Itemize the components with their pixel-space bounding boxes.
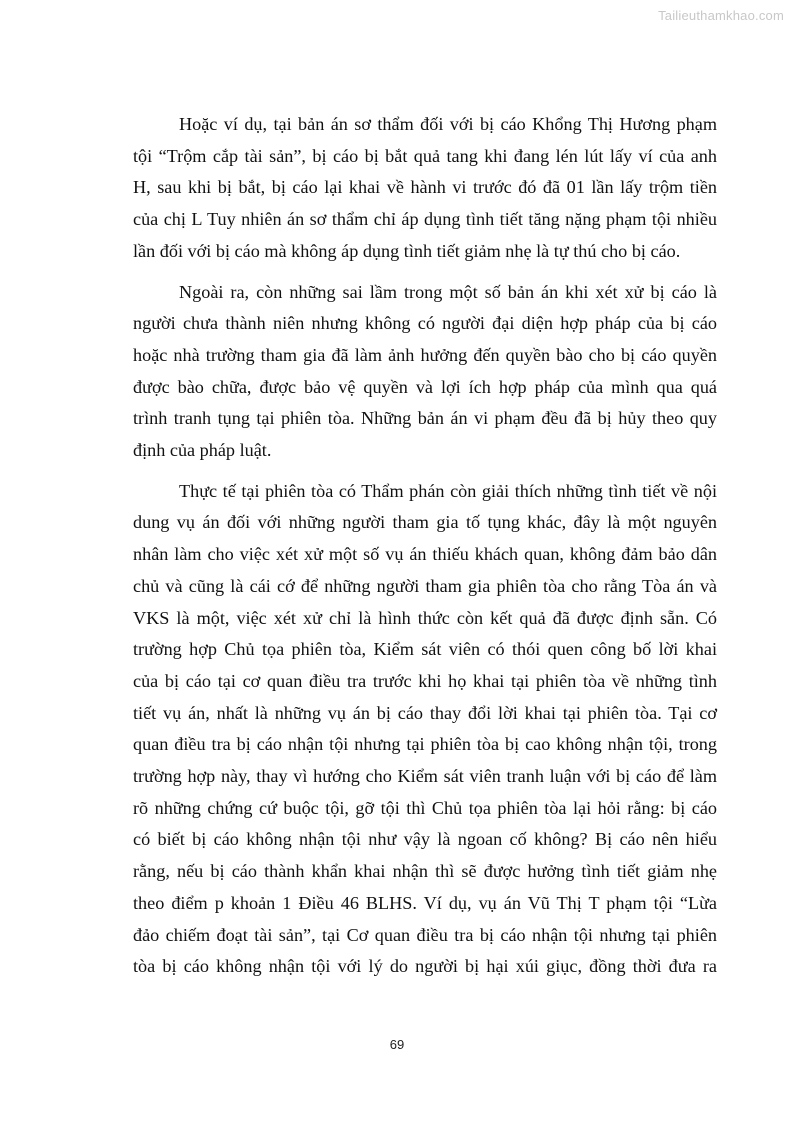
text-line: được bào chữa, được bảo vệ quyền và lợi ích hợp pháp của mình qua quá (133, 376, 717, 397)
text-line: dung vụ án đối với những người tham gia tố tụng khác, đây là một nguyên (133, 512, 717, 533)
text-line: rõ những chứng cứ buộc tội, gỡ tội thì Chủ tọa phiên tòa lại hỏi rằng: bị cáo (133, 797, 717, 818)
text-line: trình tranh tụng tại phiên tòa. Những bản án vi phạm đều đã bị hủy theo quy (133, 408, 717, 429)
document-body (133, 109, 717, 992)
text-line: tiết vụ án, nhất là những vụ án bị cáo thay đổi lời khai tại phiên tòa. Tại cơ (133, 702, 717, 723)
text-line: Ngoài ra, còn những sai lầm trong một số bản án khi xét xử bị cáo là (179, 281, 717, 302)
text-line: rằng, nếu bị cáo thành khẩn khai nhận thì sẽ được hưởng tình tiết giảm nhẹ (133, 861, 717, 882)
text-line: Thực tế tại phiên tòa có Thẩm phán còn giải thích những tình tiết về nội (179, 480, 717, 501)
text-line: theo điểm p khoản 1 Điều 46 BLHS. Ví dụ, vụ án Vũ Thị T phạm tội “Lừa (133, 892, 717, 913)
text-line: quan điều tra bị cáo nhận tội nhưng tại phiên tòa bị cao không nhận tội, trong (133, 734, 717, 755)
text-line: nhân làm cho việc xét xử một số vụ án thiếu khách quan, không đảm bảo dân (133, 544, 717, 565)
page-number: 69 (389, 1037, 405, 1052)
text-line: người chưa thành niên nhưng không có người đại diện hợp pháp của bị cáo (133, 313, 717, 334)
text-line: VKS là một, việc xét xử chỉ là hình thức còn kết quả đã được định sẵn. Có (133, 607, 717, 628)
text-line: hoặc nhà trường tham gia đã làm ảnh hưởng đến quyền bào cho bị cáo quyền (133, 344, 717, 365)
text-line: Hoặc ví dụ, tại bản án sơ thẩm đối với bị cáo Khổng Thị Hương phạm (179, 114, 717, 134)
text-line: lần đối với bị cáo mà không áp dụng tình tiết giảm nhẹ là tự thú cho bị cáo. (133, 240, 681, 261)
text-line: của bị cáo tại cơ quan điều tra trước khi họ khai tại phiên tòa về những tình (133, 670, 717, 691)
text-line: định của pháp luật. (133, 440, 272, 461)
text-line: đảo chiếm đoạt tài sản”, tại Cơ quan điều tra bị cáo nhận tội nhưng tại phiên (133, 924, 717, 945)
text-line: H, sau khi bị bắt, bị cáo lại khai về hành vi trước đó đã 01 lần lấy trộm tiền (133, 177, 717, 198)
text-line: trường hợp này, thay vì hướng cho Kiểm sát viên tranh luận với bị cáo để làm (133, 766, 717, 787)
text-line: chủ và cũng là cái cớ để những người tham gia phiên tòa cho rằng Tòa án và (133, 575, 717, 596)
paragraph-3 (133, 476, 717, 983)
text-line: trường hợp Chủ tọa phiên tòa, Kiểm sát viên có thói quen công bố lời khai (133, 639, 717, 660)
text-line: tòa bị cáo không nhận tội với lý do người bị hại xúi giục, đồng thời đưa ra (133, 956, 717, 977)
text-line: tội “Trộm cắp tài sản”, bị cáo bị bắt quả tang khi đang lén lút lấy ví của anh (133, 145, 717, 166)
site-watermark: Tailieuthamkhao.com (658, 8, 784, 23)
text-line: của chị L Tuy nhiên án sơ thẩm chỉ áp dụng tình tiết tăng nặng phạm tội nhiều (133, 209, 717, 230)
paragraph-2 (133, 277, 717, 467)
paragraph-1 (133, 109, 717, 268)
text-line: có biết bị cáo không nhận tội như vậy là ngoan cố không? Bị cáo nên hiểu (133, 829, 717, 850)
